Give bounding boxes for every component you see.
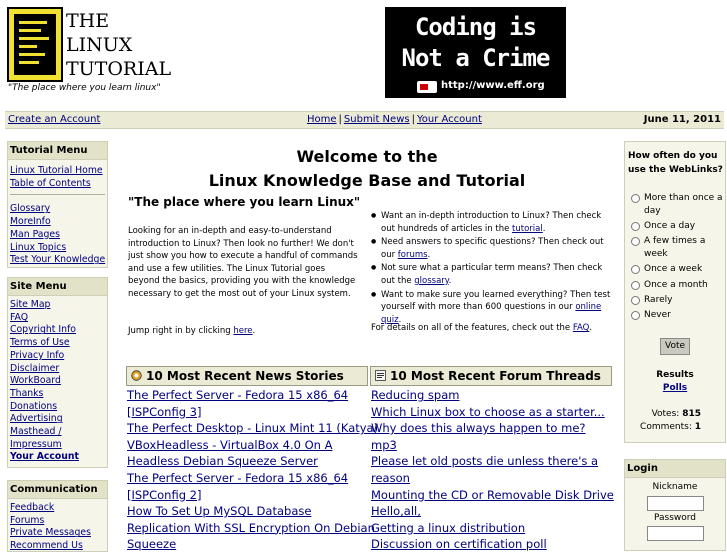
password-input[interactable] [647,526,704,541]
news-story-link[interactable]: How To Set Up MySQL Database [127,504,312,519]
forum-thread-link[interactable]: mp3 [371,437,397,452]
feature-text: Want to make sure you learned everything? Then test yourself with more than 600 questions in our [381,289,611,313]
faq-link[interactable]: FAQ [572,323,590,333]
communication-menu [7,480,108,552]
top-nav-links [307,114,482,125]
menu-item-faq[interactable]: FAQ [10,311,29,323]
forum-thread-link[interactable]: Which Linux box to choose as a starter... [371,404,605,419]
poll-option[interactable] [631,235,723,262]
menu-item-donations[interactable]: Donations [10,400,58,412]
welcome-heading-line1: Welcome to the [296,147,438,166]
logo-word-tutorial: TUTORIAL [66,58,172,80]
poll-comments [640,422,701,432]
menu-item-thanks[interactable]: Thanks [10,387,44,399]
news-section-header [126,366,368,386]
news-list [127,387,379,553]
top-navigation-bar [5,111,724,129]
forum-thread-link[interactable]: Discussion on certification poll [371,537,547,552]
forums-link[interactable]: forums [397,249,428,260]
divider: | [411,114,415,125]
radio-button[interactable] [631,281,640,290]
tutorial-menu [7,141,108,268]
jump-text: Jump right in by clicking [128,326,234,336]
features-list [371,210,614,327]
menu-item-table-of-contents[interactable]: Table of Contents [10,177,91,189]
eff-logo-icon [417,81,437,93]
poll-question: How often do you use the WebLinks? [628,151,723,175]
menu-item-linux-tutorial-home[interactable]: Linux Tutorial Home [10,165,103,176]
menu-item-advertising[interactable]: Advertising [10,413,63,425]
feature-item [371,236,614,261]
poll-option-label: Once a month [644,280,708,290]
polls-link[interactable]: Polls [662,383,688,393]
glossary-link[interactable]: glossary [414,275,449,286]
welcome-heading-line2: Linux Knowledge Base and Tutorial [208,171,526,190]
menu-item-impressum[interactable]: Impressum [10,438,62,450]
forum-section-title: 10 Most Recent Forum Threads [390,369,601,383]
faq-text: For details on all of the features, check out the [371,323,573,333]
votes-label: Votes: [651,409,680,419]
tagline-quote: "The place where you learn Linux" [128,195,361,209]
create-account-link[interactable]: Create an Account [8,114,101,125]
poll-votes [652,409,701,419]
menu-item-site-map[interactable]: Site Map [10,299,51,310]
poll-option[interactable] [631,192,723,219]
menu-item-privacy-info[interactable]: Privacy Info [10,349,65,361]
menu-item-feedback[interactable]: Feedback [10,502,55,513]
home-link[interactable]: Home [307,114,337,125]
menu-item-recommend-us[interactable]: Recommend Us [10,540,83,552]
current-date: June 11, 2011 [643,114,721,125]
linux-tutorial-logo [7,7,63,82]
tutorial-menu-title: Tutorial Menu [8,142,107,160]
poll-option[interactable] [631,279,723,292]
forum-thread-link[interactable]: Reducing spam [371,388,460,402]
comments-label: Comments: [640,422,692,432]
forum-icon [375,370,386,381]
feature-end: . [398,314,402,325]
poll-option-label: Once a day [644,221,696,231]
news-story-link[interactable]: Headless Debian Squeeze Server [127,454,318,469]
poll-option-label: More than once a day [644,193,723,217]
menu-item-masthead[interactable]: Masthead / [10,426,62,438]
forum-thread-list [371,387,614,553]
menu-item-copyright-info[interactable]: Copyright Info [10,324,76,336]
news-icon [131,370,142,381]
intro-paragraph: Looking for an in-depth and easy-to-understand introduction to Linux? Then look no further! We don't just show you how to execute a handful of commands and use a few utilities. The Linux Tutorial goes beyond the basics, providing you with the knowledge necessary to get the most out of your Linux system. [128,226,358,299]
jump-in-text [128,326,255,336]
jump-here-link[interactable]: here [233,326,253,336]
menu-item-linux-topics[interactable]: Linux Topics [10,241,67,253]
feature-item [371,262,614,287]
poll-option[interactable] [631,294,723,307]
forum-thread-link[interactable]: Please let old posts die unless there's a [371,454,599,469]
password-label: Password [653,513,697,523]
tutorial-link[interactable]: tutorial [512,223,543,234]
menu-item-forums[interactable]: Forums [10,514,45,526]
menu-item-your-account[interactable]: Your Account [10,451,79,463]
poll-option-label: Once a week [644,264,703,274]
radio-button[interactable] [631,237,640,246]
forum-thread-link[interactable]: Hello,all, [371,504,421,519]
divider: | [338,114,342,125]
eff-banner-url: http://www.eff.org [441,80,545,91]
login-box [624,459,726,551]
poll-option-label: Never [644,310,671,320]
feature-end: . [542,223,546,234]
votes-count: 815 [682,409,701,419]
menu-item-moreinfo[interactable]: MoreInfo [10,216,51,228]
faq-end: . [589,323,593,333]
feature-item [371,289,614,327]
menu-item-workboard[interactable]: WorkBoard [10,375,61,387]
nickname-input[interactable] [647,496,704,511]
news-story-link[interactable]: [ISPConfig 3] [127,404,202,419]
communication-menu-title: Communication [8,481,107,499]
menu-item-disclaimer[interactable]: Disclaimer [10,362,60,374]
radio-button[interactable] [631,311,640,320]
login-title: Login [625,460,725,478]
menu-item-test-your-knowledge[interactable]: Test Your Knowledge [10,254,106,266]
news-story-link[interactable]: The Perfect Server - Fedora 15 x86_64 [127,388,349,402]
radio-button[interactable] [631,194,640,203]
submit-news-link[interactable]: Submit News [343,114,410,125]
news-story-link[interactable]: VBoxHeadless - VirtualBox 4.0 On A [127,437,333,452]
online-quiz-link[interactable]: online quiz [381,302,602,325]
nickname-label: Nickname [652,482,698,492]
poll-option[interactable] [631,309,723,322]
menu-item-private-messages[interactable]: Private Messages [10,527,91,539]
poll-option-label: Rarely [644,295,673,305]
poll-option[interactable] [631,220,723,233]
feature-end: . [427,249,431,260]
faq-line [371,323,592,333]
news-story-link[interactable]: Replication With SSL Encryption On Debian [127,520,375,535]
poll-option-label: A few times a week [644,236,706,260]
news-story-link[interactable]: The Perfect Server - Fedora 15 x86_64 [127,470,349,485]
menu-item-man-pages[interactable]: Man Pages [10,228,60,240]
menu-item-glossary[interactable]: Glossary [10,203,51,215]
news-story-link[interactable]: [ISPConfig 2] [127,487,202,502]
site-tagline: "The place where you learn linux" [8,83,161,93]
radio-button[interactable] [631,265,640,274]
forum-thread-link[interactable]: Mounting the CD or Removable Disk Drive [371,487,614,502]
forum-section-header [370,366,612,386]
news-story-link[interactable]: Squeeze [127,537,177,552]
comments-count: 1 [694,422,701,432]
logo-word-the: THE [66,10,110,32]
vote-button[interactable]: Vote [660,338,690,355]
news-section-title: 10 Most Recent News Stories [146,369,344,383]
eff-banner[interactable] [385,7,566,98]
poll-results-label: Results [656,370,694,380]
radio-button[interactable] [631,222,640,231]
your-account-link[interactable]: Your Account [416,114,482,125]
forum-thread-link[interactable]: Getting a linux distribution [371,520,526,535]
logo-word-linux: LINUX [66,34,133,56]
news-story-link[interactable]: The Perfect Desktop - Linux Mint 11 (Katya) [127,421,379,436]
site-menu [7,277,108,468]
radio-button[interactable] [631,296,640,305]
feature-text: Want an in-depth introduction to Linux? Then check out hundreds of articles in the [381,211,602,234]
poll-box [624,141,726,443]
forum-thread-link[interactable]: Why does this always happen to me? [371,421,586,436]
menu-item-terms-of-use[interactable]: Terms of Use [10,337,70,349]
feature-end: . [448,275,452,286]
feature-text: Need answers to specific questions? Then check out our [381,237,604,260]
jump-end: . [252,326,256,336]
feature-text: Not sure what a particular term means? Then check out the [381,263,603,286]
poll-option[interactable] [631,263,723,276]
eff-banner-line1: Coding is [414,13,537,41]
feature-item [371,210,614,235]
eff-banner-line2: Not a Crime [401,44,550,72]
site-menu-title: Site Menu [8,278,107,296]
divider [10,194,105,195]
forum-thread-link[interactable]: reason [371,470,410,485]
